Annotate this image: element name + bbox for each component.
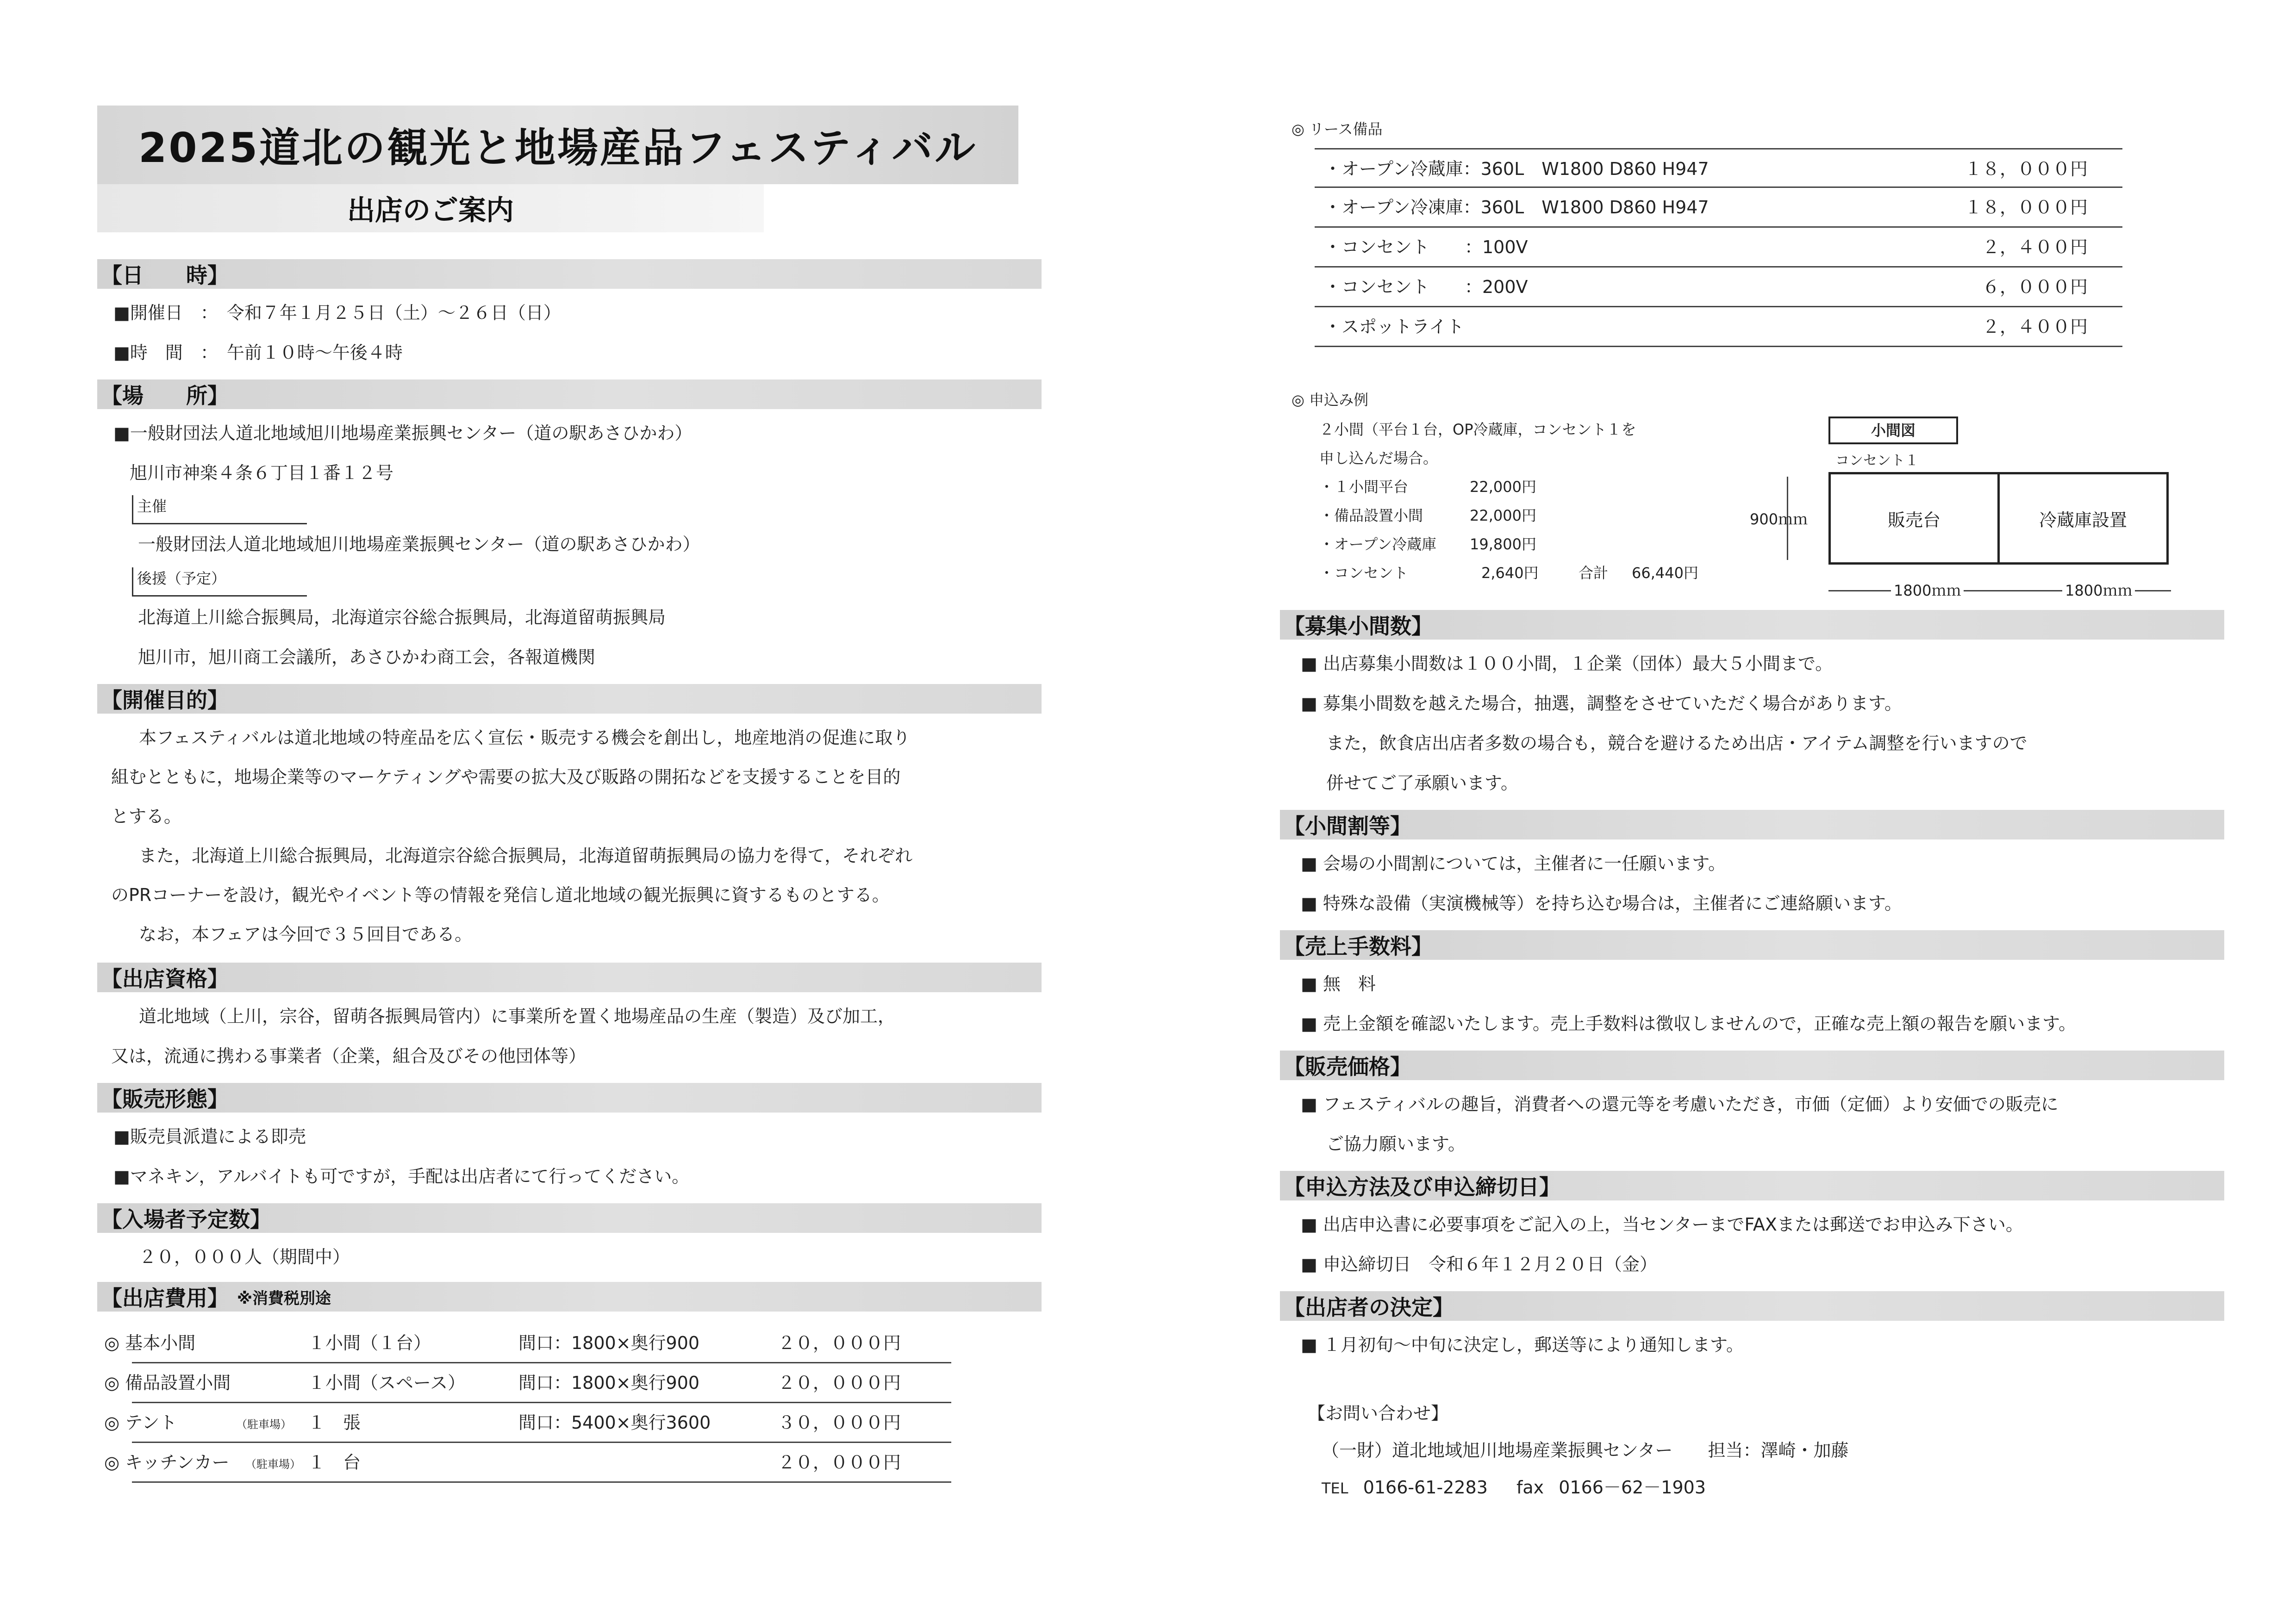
lease-item: ・コンセント ：200V (1324, 277, 1528, 297)
fee-table (104, 1324, 951, 1483)
lease-price: １８，０００円 (1964, 159, 2088, 179)
example-item-price: 22,000円 (1470, 478, 1536, 496)
fee-item-name: ◎ 備品設置小間 (104, 1373, 231, 1393)
fee-size: 間口：1800×奥行900 (518, 1333, 700, 1353)
section-warituke (1280, 810, 2224, 839)
fee-item-tag: （駐車場） (245, 1458, 301, 1471)
kakaku-line: ご協力願います。 (1326, 1134, 1466, 1154)
fee-price: ３０，０００円 (778, 1412, 901, 1433)
section-tesuryo (1280, 930, 2224, 960)
example-item-label: ・コンセント (1319, 564, 1409, 582)
lease-table (1315, 148, 2122, 347)
boshu-line: 併せてご了承願います。 (1326, 773, 1518, 793)
row-divider (132, 1481, 951, 1483)
tel-number: 0166-61-2283 (1363, 1477, 1488, 1498)
fee-size: 間口：5400×奥行3600 (518, 1412, 711, 1433)
sales-form-line: ■マネキン，アルバイトも可ですが，手配は出店者にて行ってください。 (113, 1166, 690, 1187)
booth-diagram-title (1828, 417, 1958, 444)
booth-fridge-space (1997, 472, 2169, 565)
section-heading: 【販売価格】 (1284, 1054, 1411, 1079)
qualification-line: 道北地域（上川，宗谷，留萌各振興局管内）に事業所を置く地場産品の生産（製造）及び加工， (139, 1006, 896, 1026)
section-keitai (97, 1083, 1042, 1113)
lease-price: １８，０００円 (1964, 197, 2088, 218)
section-boshu (1280, 610, 2224, 640)
section-nichiji (97, 259, 1042, 289)
boshu-line: ■ 出店募集小間数は１００小間，１企業（団体）最大５小間まで。 (1301, 653, 1833, 674)
fee-price: ２０，０００円 (778, 1373, 901, 1393)
row-divider (1315, 346, 2122, 347)
fee-unit: １小間（１台） (308, 1333, 431, 1353)
lease-item: ・オープン冷蔵庫：360L W1800 D860 H947 (1324, 159, 1709, 179)
lease-item: ・スポットライト (1324, 317, 1464, 337)
lease-item: ・オープン冷凍庫：360L W1800 D860 H947 (1324, 197, 1709, 218)
koen-label: 後援（予定） (137, 570, 226, 587)
section-heading: 【募集小間数】 (1284, 614, 1433, 639)
page-title: 2025道北の観光と地場産品フェスティバル (138, 124, 977, 172)
table-row (104, 1363, 951, 1403)
koen-orgs-1: 北海道上川総合振興局，北海道宗谷総合振興局，北海道留萌振興局 (138, 607, 666, 628)
section-kettei (1280, 1291, 2224, 1321)
lease-heading: ◎ リース備品 (1292, 120, 1383, 138)
section-kakaku (1280, 1051, 2224, 1080)
fee-item-name: ◎ テント (104, 1412, 177, 1433)
title-band (97, 106, 1018, 184)
contact-heading: 【お問い合わせ】 (1308, 1403, 1449, 1424)
koen-orgs-2: 旭川市，旭川商工会議所，あさひかわ商工会，各報道機関 (138, 647, 596, 667)
section-nyujo (97, 1203, 1042, 1233)
warituke-line: ■ 会場の小間割については，主催者に一任願います。 (1301, 853, 1726, 874)
boshu-line: また，飲食店出店者多数の場合も，競合を避けるため出店・アイテム調整を行いますので (1326, 733, 2028, 753)
visitor-count: ２０，０００人（期間中） (139, 1247, 350, 1267)
section-heading: 【出店資格】 (101, 966, 229, 991)
width-label-2: 1800ｍｍ (2062, 579, 2135, 602)
example-total-label: 合計 (1578, 564, 1609, 582)
tesuryo-line: ■ 売上金額を確認いたします。売上手数料は徴収しませんので，正確な売上額の報告を願います。 (1301, 1014, 2077, 1034)
tax-note: ※消費税別途 (237, 1289, 331, 1308)
table-row (104, 1443, 951, 1483)
section-heading: 【販売形態】 (101, 1087, 229, 1112)
table-row (1315, 267, 2122, 307)
height-label: 900ｍｍ (1750, 510, 1808, 528)
shusai-org: 一般財団法人道北地域旭川地場産業振興センター（道の駅あさひかわ） (138, 534, 700, 554)
table-row (1315, 149, 2122, 188)
fee-item-name: ◎ 基本小間 (104, 1333, 196, 1353)
event-hours: ■時 間 ： 午前１０時～午後４時 (113, 342, 403, 363)
section-heading: 【小間割等】 (1284, 814, 1411, 839)
example-item-label: ・備品設置小間 (1319, 507, 1423, 524)
section-heading: 【入場者予定数】 (101, 1207, 271, 1232)
purpose-line: なお，本フェアは今回で３５回目である。 (139, 924, 473, 945)
booth-sales-table (1828, 472, 2000, 565)
example-item-label: ・オープン冷蔵庫 (1319, 535, 1437, 553)
section-heading: 【出店費用】 (101, 1286, 229, 1311)
fee-item-tag: （駐車場） (236, 1418, 292, 1431)
section-hiyo (97, 1282, 1042, 1312)
moushikomi-line: ■ 申込締切日 令和６年１２月２０日（金） (1301, 1254, 1657, 1275)
shusai-bracket (132, 495, 307, 524)
kettei-line: ■ １月初旬～中旬に決定し，郵送等により通知します。 (1301, 1335, 1744, 1355)
outlet-label: コンセント１ (1835, 453, 1919, 469)
example-heading: ◎ 申込み例 (1292, 391, 1369, 409)
table-row (1315, 188, 2122, 228)
section-heading: 【場 所】 (101, 383, 229, 408)
fee-unit: １小間（スペース） (308, 1373, 466, 1393)
table-row (104, 1403, 951, 1443)
example-item-price: 22,000円 (1470, 507, 1536, 524)
tel-label: TEL (1322, 1480, 1348, 1497)
purpose-line: また，北海道上川総合振興局，北海道宗谷総合振興局，北海道留萌振興局の協力を得て，それぞれ (139, 846, 913, 866)
booth-fridge-space-label: 冷蔵庫設置 (2039, 510, 2127, 530)
qualification-line: 又は，流通に携わる事業者（企業，組合及びその他団体等） (111, 1046, 586, 1066)
sales-form-line: ■販売員派遣による即売 (113, 1126, 306, 1147)
section-mokuteki (97, 684, 1042, 714)
width-label-1: 1800ｍｍ (1891, 579, 1964, 602)
lease-item: ・コンセント ：100V (1324, 237, 1528, 257)
fee-unit: １ 張 (308, 1412, 361, 1433)
section-basho (97, 379, 1042, 409)
section-moushikomi (1280, 1171, 2224, 1200)
section-heading: 【申込方法及び申込締切日】 (1284, 1175, 1560, 1200)
booth-sales-table-label: 販売台 (1887, 510, 1940, 530)
example-item-price: 2,640円 (1481, 564, 1539, 582)
purpose-line: 組むとともに，地場企業等のマーケティングや需要の拡大及び販路の開拓などを支援することを目的 (111, 767, 901, 787)
shusai-label: 主催 (137, 497, 167, 515)
fee-price: ２０，０００円 (778, 1452, 901, 1473)
purpose-line: とする。 (111, 806, 182, 827)
fee-size: 間口：1800×奥行900 (518, 1373, 700, 1393)
kakaku-line: ■ フェスティバルの趣旨，消費者への還元等を考慮いただき，市価（定価）より安価での販売に (1301, 1094, 2059, 1114)
lease-price: ２，４００円 (1982, 237, 2088, 257)
fax-number: 0166－62－1903 (1559, 1477, 1706, 1498)
section-heading: 【売上手数料】 (1284, 934, 1433, 959)
example-total: 66,440円 (1632, 564, 1698, 582)
moushikomi-line: ■ 出店申込書に必要事項をご記入の上，当センターまでFAXまたは郵送でお申込み下さい。 (1301, 1214, 2023, 1235)
table-row (104, 1324, 951, 1363)
fee-unit: １ 台 (308, 1452, 361, 1473)
warituke-line: ■ 特殊な設備（実演機械等）を持ち込む場合は，主催者にご連絡願います。 (1301, 893, 1902, 914)
section-shikaku (97, 963, 1042, 992)
example-intro: ２小間（平台１台，OP冷蔵庫，コンセント１を (1319, 421, 1636, 438)
venue-name: ■一般財団法人道北地域旭川地場産業振興センター（道の駅あさひかわ） (113, 423, 693, 443)
purpose-line: 本フェスティバルは道北地域の特産品を広く宣伝・販売する機会を創出し，地産地消の促進に取り (139, 728, 911, 748)
fee-price: ２０，０００円 (778, 1333, 901, 1353)
event-dates: ■開催日 ： 令和７年１月２５日（土）～２６日（日） (113, 303, 561, 323)
example-intro: 申し込んだ場合。 (1319, 449, 1438, 467)
tesuryo-line: ■ 無 料 (1301, 974, 1376, 994)
fax-label: fax (1516, 1477, 1544, 1498)
contact-phone-line (1322, 1476, 1706, 1499)
booth-diagram-title-text: 小間図 (1871, 422, 1915, 439)
section-heading: 【出店者の決定】 (1284, 1295, 1454, 1320)
lease-price: ６，０００円 (1982, 277, 2088, 297)
subtitle-band (97, 184, 764, 232)
table-row (1315, 307, 2122, 347)
fee-item-name: ◎ キッチンカー (104, 1452, 230, 1473)
table-row (1315, 228, 2122, 267)
section-heading: 【日 時】 (101, 263, 229, 288)
example-item-price: 19,800円 (1470, 535, 1536, 553)
section-heading: 【開催目的】 (101, 688, 229, 713)
koen-bracket (132, 567, 307, 597)
boshu-line: ■ 募集小間数を越えた場合，抽選，調整をさせていただく場合があります。 (1301, 693, 1902, 714)
page-subtitle: 出店のご案内 (347, 194, 514, 227)
purpose-line: のPRコーナーを設け，観光やイベント等の情報を発信し道北地域の観光振興に資するものとする。 (111, 885, 890, 905)
example-item-label: ・１小間平台 (1319, 478, 1409, 496)
lease-price: ２，４００円 (1982, 317, 2088, 337)
contact-org: （一財）道北地域旭川地場産業振興センター 担当：澤崎・加藤 (1322, 1440, 1849, 1461)
venue-address: 旭川市神楽４条６丁目１番１２号 (130, 463, 394, 483)
